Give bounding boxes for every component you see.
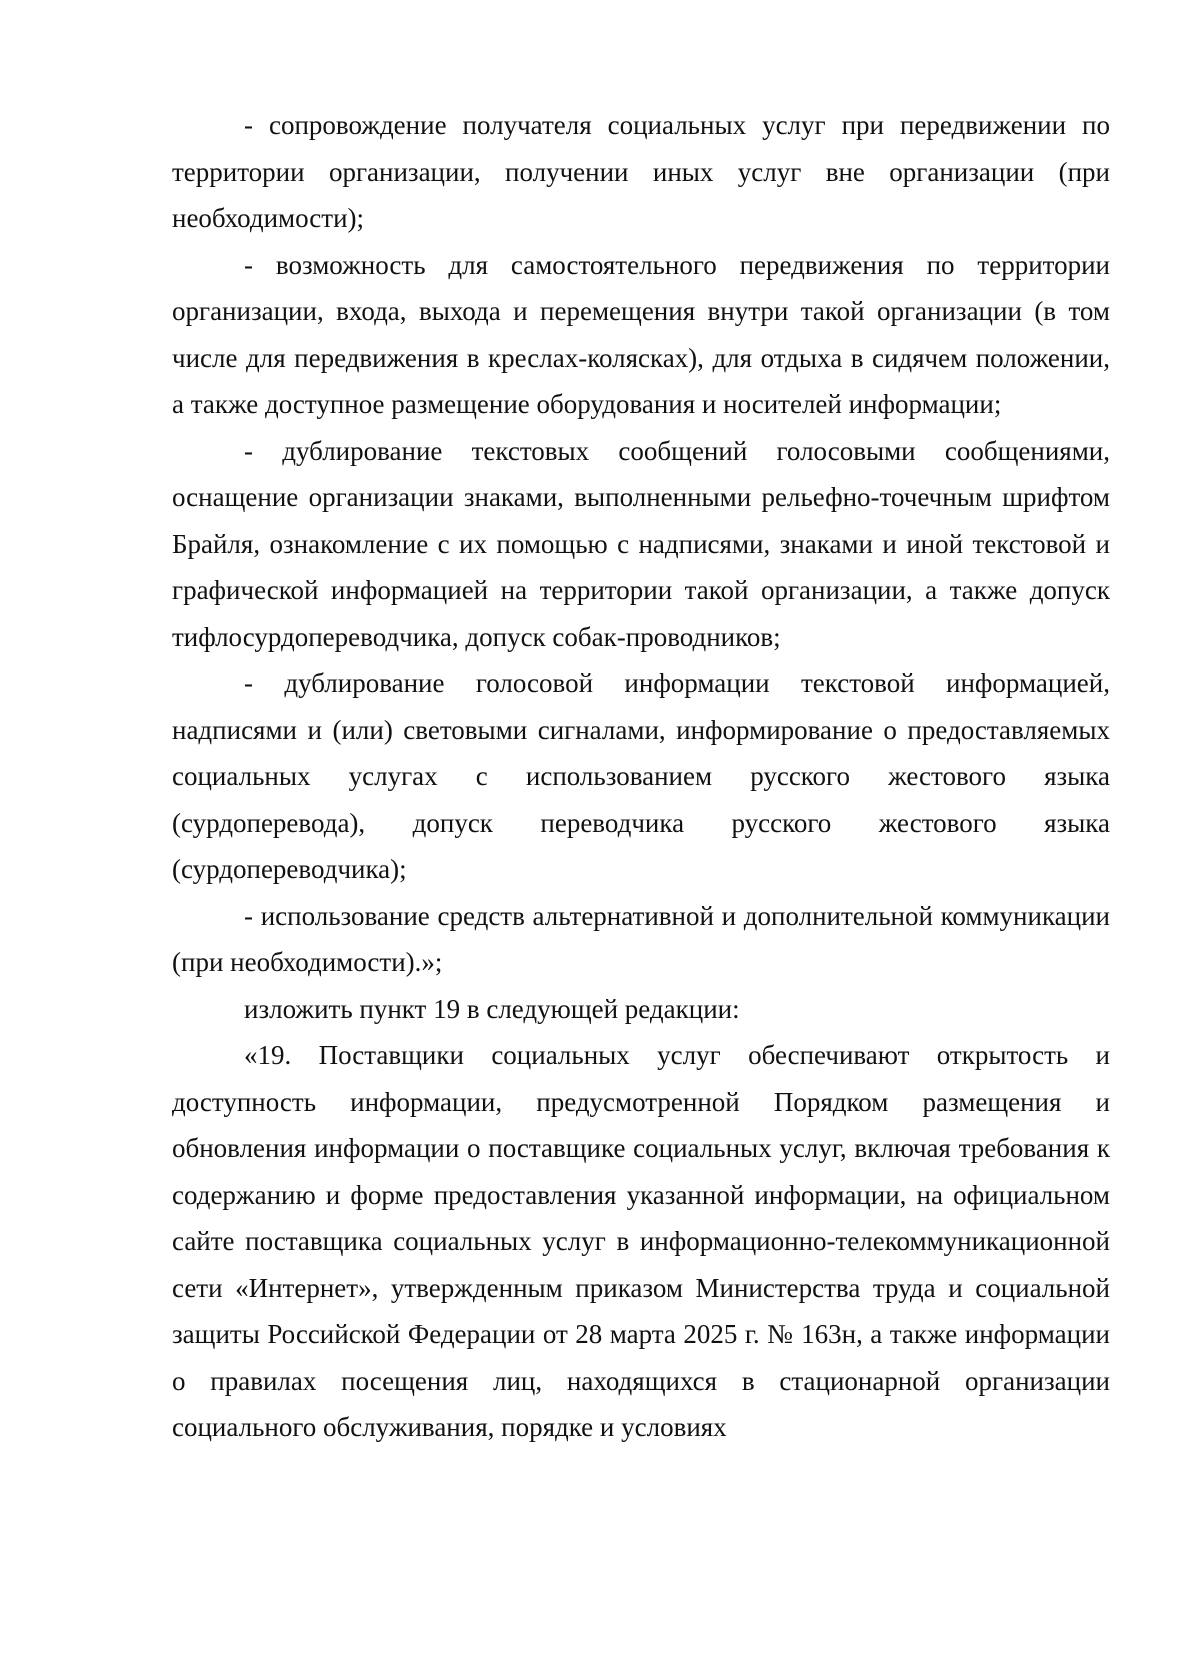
paragraph-braille: - дублирование текстовых сообщений голосовыми сообщениями, оснащение организации знаками, выполненными рельефно-точечным шрифтом Брайля, ознакомление с их помощью с надписями, знаками и иной текстовой и графической информацией на территории такой организации, а также допуск тифлосурдопереводчика, допуск собак-проводников; — [172, 435, 1110, 652]
paragraph-item-19: «19. Поставщики социальных услуг обеспечивают открытость и доступность информации, предусмотренной Порядком размещения и обновления информации о поставщике социальных услуг, включая требования к содержанию и форме предоставления указанной информации, на официальном сайте поставщика социальных услуг в информационно-телекоммуникационной сети «Интернет», утвержденным приказом Министерства труда и социальной защиты Российской Федерации от 28 марта 2025 г. № 163н, а также информации о правилах посещения лиц, находящихся в стационарной организации социального обслуживания, порядке и условиях — [172, 1040, 1110, 1442]
paragraph-sign-language: - дублирование голосовой информации текстовой информацией, надписями и (или) световыми сигналами, информирование о предоставляемых социальных услугах с использованием русского жестового языка (сурдоперевода), допуск переводчика русского жестового языка (сурдопереводчика); — [172, 668, 1110, 884]
paragraph-instruction: изложить пункт 19 в следующей редакции: — [244, 993, 740, 1024]
paragraph-escort: - сопровождение получателя социальных услуг при передвижении по территории организации, получении иных услуг вне организации (при необходимости); — [172, 110, 1110, 233]
paragraph-communication: - использование средств альтернативной и дополнительной коммуникации (при необходимости).»; — [172, 900, 1110, 977]
paragraph-movement: - возможность для самостоятельного передвижения по территории организации, входа, выхода и перемещения внутри такой организации (в том числе для передвижения в креслах-колясках), для отдыха в сидячем положении, а также доступное размещение оборудования и носителей информации; — [172, 249, 1110, 419]
document-body — [172, 102, 1110, 1451]
